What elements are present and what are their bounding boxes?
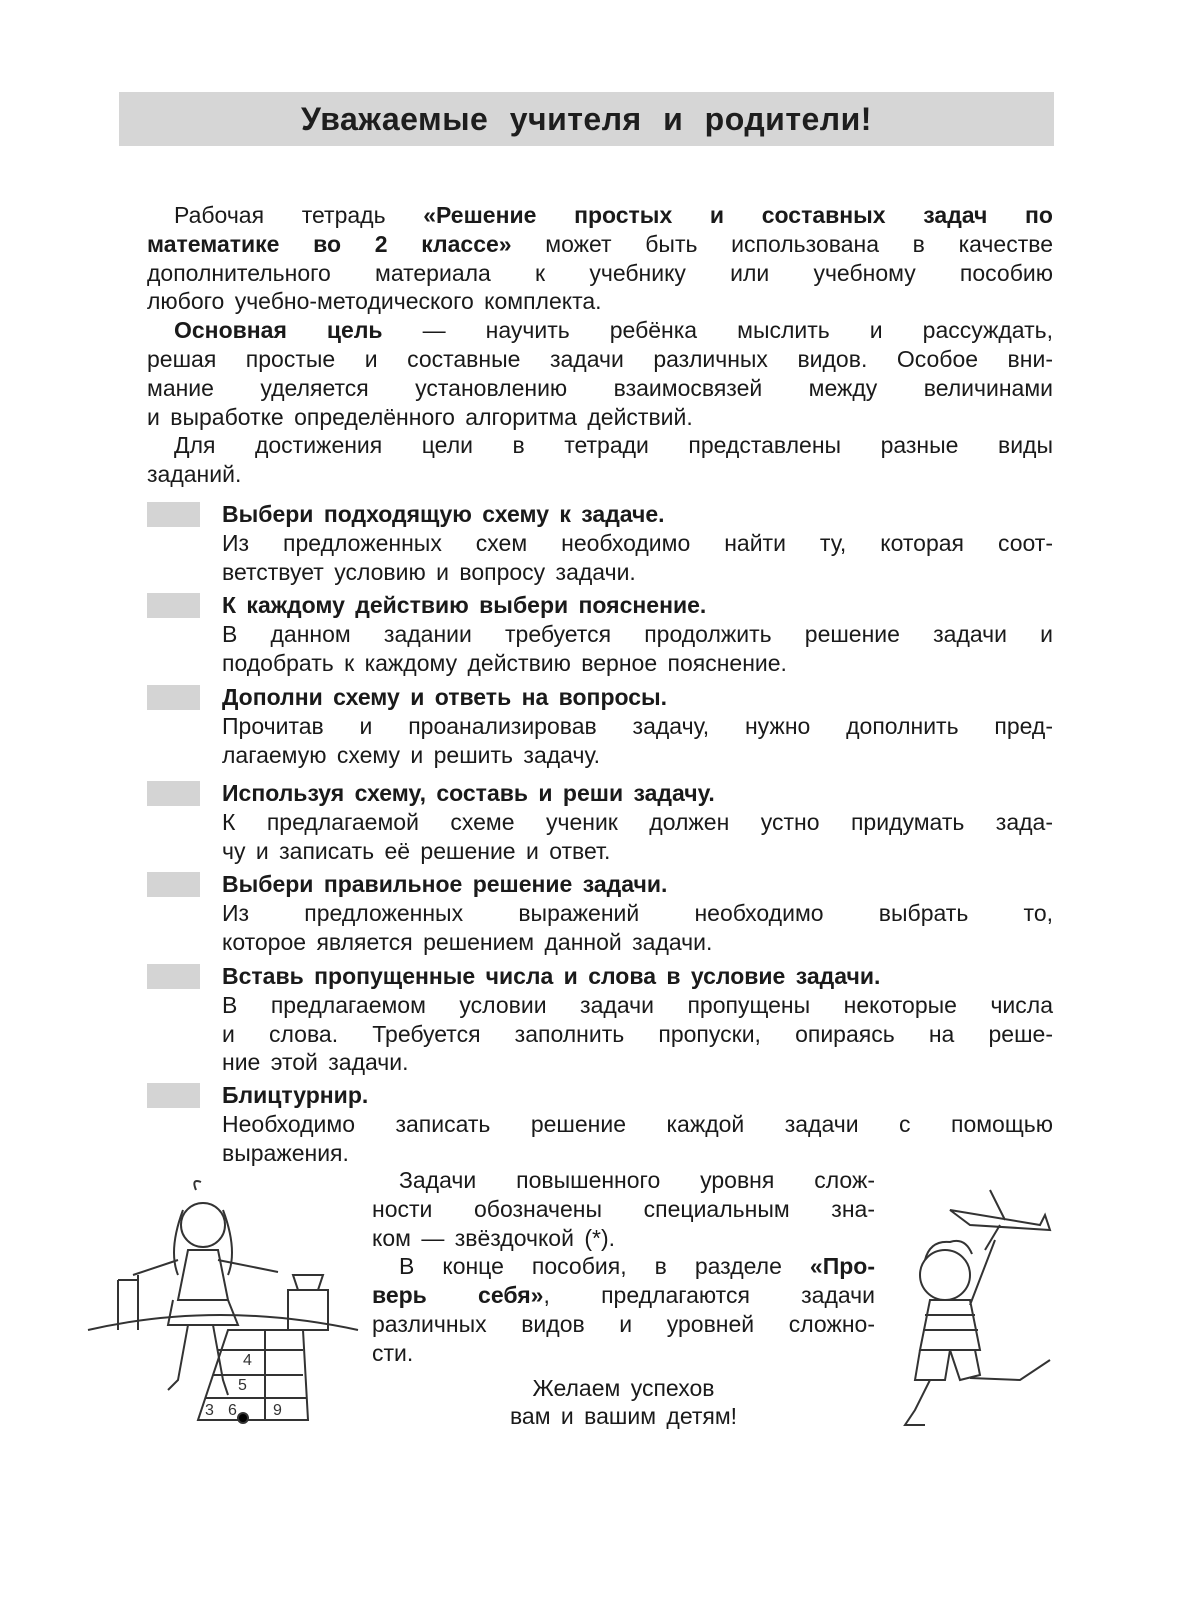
task-marker-box <box>147 872 200 897</box>
task-type-title: Блицтурнир. <box>222 1082 369 1108</box>
text-line <box>147 431 1053 460</box>
task-type-description: Из предложенных схем необходимо найти ту, которая соот- <box>222 529 1053 556</box>
task-type-description: которое является решением данной задачи. <box>222 928 713 955</box>
text-line <box>222 591 1053 620</box>
text-segment: ком — звёздочкой (*). <box>372 1224 615 1251</box>
text-line <box>147 287 1053 316</box>
bold-text: математике во 2 классе» <box>147 230 512 257</box>
text-segment: Для достижения цели в тетради представлены разные виды <box>174 432 1053 459</box>
page-title: Уважаемые учителя и родители! <box>301 100 872 137</box>
task-type-description: Необходимо записать решение каждой задачи с помощью <box>222 1110 1053 1137</box>
text-segment: мание уделяется установлению взаимосвязей между величинами <box>147 374 1053 401</box>
text-line <box>222 779 1053 808</box>
text-segment: сти. <box>372 1339 414 1366</box>
bold-text: «Решение простых и составных задач по <box>423 202 1053 228</box>
task-type-item <box>147 962 1053 1077</box>
wishes-line: вам и вашим детям! <box>509 1403 738 1430</box>
text-segment: дополнительного материала к учебнику или учебному пособию <box>147 259 1053 286</box>
task-type-title: Вставь пропущенные числа и слова в условие задачи. <box>222 963 881 989</box>
text-line <box>147 403 1053 432</box>
hopscotch-number: 3 <box>205 1402 214 1419</box>
task-type-description: и слова. Требуется заполнить пропуски, опираясь на реше- <box>222 1020 1053 1047</box>
task-marker-box <box>147 781 200 806</box>
text-line <box>147 345 1053 374</box>
text-line <box>372 1224 875 1253</box>
bold-text: Основная цель <box>174 317 383 344</box>
wishes-line: Желаем успехов <box>532 1374 715 1401</box>
text-line <box>372 1310 875 1339</box>
text-segment: любого учебно-методического комплекта. <box>147 288 602 315</box>
bold-text: верь себя» <box>372 1282 544 1309</box>
task-marker-box <box>147 502 200 527</box>
text-segment: — научить ребёнка мыслить и рассуждать, <box>382 317 1053 344</box>
text-segment: , предлагаются задачи <box>543 1282 875 1309</box>
text-line <box>147 374 1053 403</box>
task-type-description: ние этой задачи. <box>222 1049 409 1076</box>
task-type-description: К предлагаемой схеме ученик должен устно придумать зада- <box>222 808 1053 835</box>
text-line <box>372 1195 875 1224</box>
text-line <box>372 1339 875 1368</box>
task-type-description: ветствует условию и вопросу задачи. <box>222 558 636 585</box>
task-type-description: чу и записать её решение и ответ. <box>222 837 611 864</box>
task-type-description: подобрать к каждому действию верное пояснение. <box>222 649 787 676</box>
text-segment: заданий. <box>147 461 242 488</box>
text-line <box>222 870 1053 899</box>
text-segment: и выработке определённого алгоритма действий. <box>147 403 693 430</box>
text-segment: Задачи повышенного уровня слож- <box>399 1167 875 1193</box>
text-segment: может быть использована в качестве <box>511 230 1053 257</box>
task-type-item <box>147 779 1053 865</box>
text-line <box>372 1252 875 1281</box>
hopscotch-number: 4 <box>243 1352 252 1369</box>
text-line <box>222 683 1053 712</box>
text-line <box>147 460 1053 489</box>
task-marker-box <box>147 964 200 989</box>
task-type-item <box>147 591 1053 677</box>
task-type-item <box>147 870 1053 956</box>
text-line <box>147 230 1053 259</box>
text-segment: Рабочая тетрадь <box>174 202 424 228</box>
text-segment: В конце пособия, в разделе <box>399 1253 810 1280</box>
text-line <box>222 962 1053 991</box>
text-segment: различных видов и уровней сложно- <box>372 1310 875 1337</box>
task-type-title: К каждому действию выбери пояснение. <box>222 592 707 618</box>
task-type-title: Используя схему, составь и реши задачу. <box>222 780 715 806</box>
text-line <box>147 201 1053 230</box>
task-type-description: выражения. <box>222 1139 349 1166</box>
task-type-description: Прочитав и проанализировав задачу, нужно дополнить пред- <box>222 712 1053 739</box>
text-segment: ности обозначены специальным зна- <box>372 1195 875 1222</box>
intro-text <box>147 201 1053 489</box>
task-type-item <box>147 500 1053 586</box>
task-type-description: В данном задании требуется продолжить решение задачи и <box>222 620 1053 647</box>
text-line <box>222 500 1053 529</box>
hopscotch-number: 5 <box>238 1377 247 1394</box>
task-type-title: Дополни схему и ответь на вопросы. <box>222 684 668 710</box>
task-type-description: лагаемую схему и решить задачу. <box>222 741 601 768</box>
task-type-title: Выбери подходящую схему к задаче. <box>222 501 665 527</box>
closing-text <box>372 1166 875 1431</box>
task-type-item <box>147 683 1053 769</box>
task-marker-box <box>147 1083 200 1108</box>
task-type-item <box>147 1081 1053 1167</box>
text-line <box>372 1166 875 1195</box>
text-line <box>147 316 1053 345</box>
text-line <box>147 259 1053 288</box>
text-line <box>372 1281 875 1310</box>
bold-text: «Про- <box>809 1253 875 1280</box>
hopscotch-number: 6 <box>228 1402 237 1419</box>
girl-hopscotch-illustration <box>78 1180 368 1440</box>
text-segment: решая простые и составные задачи различных видов. Особое вни- <box>147 345 1053 372</box>
hopscotch-number: 9 <box>273 1402 282 1419</box>
task-type-title: Выбери правильное решение задачи. <box>222 871 668 897</box>
task-type-description: В предлагаемом условии задачи пропущены некоторые числа <box>222 991 1053 1018</box>
task-marker-box <box>147 685 200 710</box>
text-line <box>222 1081 1053 1110</box>
page-header-bar <box>119 92 1054 146</box>
task-type-description: Из предложенных выражений необходимо выбрать то, <box>222 899 1053 926</box>
task-marker-box <box>147 593 200 618</box>
boy-airplane-illustration <box>880 1180 1065 1440</box>
